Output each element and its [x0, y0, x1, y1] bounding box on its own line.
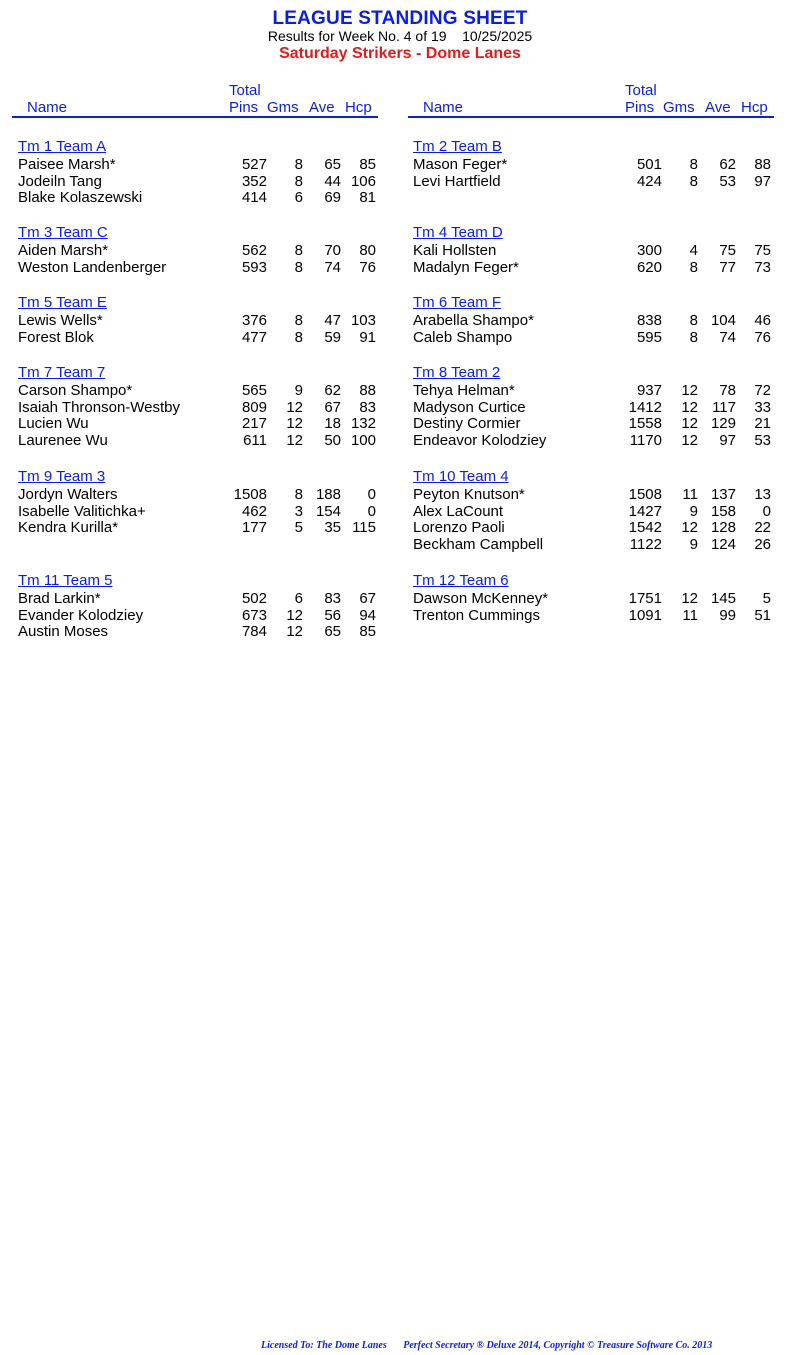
- bowler-name: Dawson McKenney*: [413, 590, 549, 607]
- col-ave-label: Ave: [309, 99, 335, 116]
- bowler-average: 124: [710, 535, 736, 553]
- team-name-link[interactable]: Tm 7 Team 7: [18, 364, 106, 381]
- team-name-link[interactable]: Tm 4 Team D: [413, 224, 503, 241]
- team-name-link[interactable]: Tm 11 Team 5: [18, 572, 113, 589]
- bowler-games: 8: [294, 258, 303, 276]
- bowler-name: Aiden Marsh*: [18, 242, 109, 259]
- bowler-handicap: 85: [359, 156, 376, 173]
- bowler-handicap: 0: [367, 486, 376, 503]
- bowler-games: 12: [681, 519, 698, 537]
- bowler-handicap: 132: [350, 415, 376, 433]
- bowler-pins: 1558: [628, 415, 662, 433]
- bowler-average: 75: [719, 242, 736, 259]
- bowler-games: 8: [294, 156, 303, 173]
- column-header-right: [414, 82, 782, 118]
- team-block: [18, 364, 378, 449]
- bowler-name: Austin Moses: [18, 623, 109, 641]
- sheet-title: LEAGUE STANDING SHEET: [272, 8, 528, 29]
- bowler-average: 129: [710, 415, 736, 433]
- bowler-name: Mason Feger*: [413, 156, 508, 173]
- bowler-average: 154: [315, 502, 341, 520]
- bowler-pins: 784: [241, 623, 267, 641]
- team-block: [18, 468, 378, 537]
- bowler-average: 99: [719, 606, 736, 624]
- bowler-row: [413, 433, 773, 450]
- bowler-handicap: 53: [754, 431, 771, 449]
- bowler-row: [413, 537, 773, 554]
- bowler-average: 53: [719, 172, 736, 190]
- bowler-name: Evander Kolodziey: [18, 606, 144, 624]
- bowler-row: [18, 433, 378, 450]
- bowler-pins: 565: [241, 382, 267, 399]
- bowler-pins: 1122: [629, 535, 662, 553]
- league-name: Saturday Strikers - Dome Lanes: [279, 45, 521, 62]
- col-name-label: Name: [423, 99, 464, 116]
- col-total-label: Total: [625, 82, 657, 99]
- bowler-name: Lorenzo Paoli: [413, 519, 505, 537]
- bowler-handicap: 91: [359, 328, 376, 346]
- bowler-handicap: 106: [350, 172, 376, 190]
- bowler-list: [18, 591, 378, 641]
- footer: [261, 1340, 726, 1351]
- footer-copyright: Perfect Secretary ® Deluxe 2014, Copyright © Treasure Software Co. 2013: [403, 1340, 713, 1351]
- bowler-name: Alex LaCount: [413, 502, 504, 520]
- team-block: [413, 468, 773, 553]
- bowler-games: 8: [689, 312, 698, 329]
- bowler-games: 12: [286, 415, 303, 433]
- bowler-handicap: 26: [754, 535, 771, 553]
- bowler-list: [413, 383, 773, 449]
- bowler-pins: 376: [241, 312, 267, 329]
- bowler-name: Endeavor Kolodziey: [413, 431, 547, 449]
- bowler-row: [18, 174, 378, 191]
- bowler-name: Tehya Helman*: [413, 382, 515, 399]
- bowler-average: 65: [324, 623, 341, 641]
- bowler-handicap: 5: [762, 590, 771, 607]
- bowler-name: Jodeiln Tang: [18, 172, 102, 190]
- bowler-pins: 611: [243, 431, 267, 449]
- bowler-handicap: 88: [754, 156, 771, 173]
- bowler-list: [18, 243, 378, 276]
- bowler-name: Paisee Marsh*: [18, 156, 116, 173]
- bowler-name: Lewis Wells*: [18, 312, 103, 329]
- bowler-pins: 501: [636, 156, 662, 173]
- bowler-average: 97: [719, 431, 736, 449]
- bowler-row: [413, 260, 773, 277]
- bowler-list: [413, 487, 773, 553]
- bowler-handicap: 103: [350, 312, 376, 329]
- bowler-list: [18, 383, 378, 449]
- col-ave-label: Ave: [705, 99, 731, 116]
- bowler-pins: 593: [241, 258, 267, 276]
- bowler-row: [18, 243, 378, 260]
- bowler-games: 12: [681, 415, 698, 433]
- bowler-pins: 527: [241, 156, 267, 173]
- team-block: [413, 364, 773, 449]
- bowler-name: Weston Landenberger: [18, 258, 167, 276]
- bowler-row: [18, 400, 378, 417]
- bowler-name: Destiny Cormier: [413, 415, 521, 433]
- bowler-handicap: 85: [359, 623, 376, 641]
- bowler-games: 9: [689, 535, 698, 553]
- bowler-name: Caleb Shampo: [413, 328, 513, 346]
- team-name-link[interactable]: Tm 6 Team F: [413, 294, 502, 311]
- header-rule: [408, 116, 774, 118]
- team-name-link[interactable]: Tm 10 Team 4: [413, 468, 509, 485]
- bowler-games: 6: [294, 189, 303, 207]
- bowler-games: 12: [681, 431, 698, 449]
- bowler-handicap: 46: [754, 312, 771, 329]
- bowler-name: Arabella Shampo*: [413, 312, 534, 329]
- team-name-link[interactable]: Tm 9 Team 3: [18, 468, 106, 485]
- bowler-games: 12: [286, 398, 303, 416]
- bowler-average: 67: [324, 398, 341, 416]
- bowler-average: 145: [710, 590, 736, 607]
- footer-license: Licensed To: The Dome Lanes: [261, 1340, 387, 1351]
- bowler-row: [18, 504, 378, 521]
- bowler-pins: 502: [241, 590, 267, 607]
- bowler-games: 11: [682, 606, 698, 624]
- bowler-games: 5: [294, 519, 303, 537]
- bowler-pins: 424: [636, 172, 662, 190]
- bowler-row: [413, 330, 773, 347]
- bowler-games: 12: [681, 382, 698, 399]
- bowler-name: Trenton Cummings: [413, 606, 540, 624]
- bowler-name: Jordyn Walters: [18, 486, 118, 503]
- bowler-handicap: 73: [754, 258, 771, 276]
- bowler-pins: 809: [241, 398, 267, 416]
- bowler-games: 12: [286, 431, 303, 449]
- bowler-games: 8: [689, 258, 698, 276]
- bowler-games: 8: [294, 328, 303, 346]
- bowler-handicap: 0: [762, 502, 771, 520]
- bowler-pins: 217: [241, 415, 267, 433]
- bowler-average: 69: [324, 189, 341, 207]
- col-pins-label: Pins: [625, 99, 655, 116]
- bowler-name: Kendra Kurilla*: [18, 519, 119, 537]
- bowler-row: [18, 190, 378, 207]
- team-block: [413, 138, 773, 190]
- column-header-left: [18, 82, 386, 118]
- bowler-pins: 1508: [233, 486, 267, 503]
- bowler-average: 83: [324, 590, 341, 607]
- team-block: [18, 138, 378, 207]
- bowler-games: 9: [294, 382, 303, 399]
- bowler-pins: 562: [241, 242, 267, 259]
- team-name-link[interactable]: Tm 3 Team C: [18, 224, 108, 241]
- col-name-label: Name: [27, 99, 68, 116]
- bowler-handicap: 51: [754, 606, 771, 624]
- bowler-row: [413, 400, 773, 417]
- bowler-pins: 1091: [628, 606, 662, 624]
- bowler-handicap: 33: [754, 398, 771, 416]
- bowler-name: Isaiah Thronson-Westby: [18, 398, 181, 416]
- bowler-list: [18, 157, 378, 207]
- bowler-row: [18, 416, 378, 433]
- bowler-row: [18, 260, 378, 277]
- bowler-average: 47: [324, 312, 341, 329]
- bowler-list: [18, 487, 378, 537]
- bowler-pins: 300: [636, 242, 662, 259]
- bowler-row: [413, 157, 773, 174]
- col-hcp-label: Hcp: [345, 99, 372, 116]
- bowler-games: 3: [294, 502, 303, 520]
- bowler-games: 8: [689, 172, 698, 190]
- bowler-row: [413, 383, 773, 400]
- team-block: [18, 572, 378, 641]
- bowler-row: [413, 487, 773, 504]
- bowler-handicap: 67: [359, 590, 376, 607]
- team-block: [18, 294, 378, 346]
- bowler-average: 70: [324, 242, 341, 259]
- bowler-pins: 477: [241, 328, 267, 346]
- bowler-handicap: 21: [754, 415, 771, 433]
- bowler-name: Beckham Campbell: [413, 535, 544, 553]
- bowler-average: 56: [324, 606, 341, 624]
- bowler-average: 35: [324, 519, 341, 537]
- bowler-row: [18, 520, 378, 537]
- bowler-average: 62: [719, 156, 736, 173]
- bowler-row: [18, 624, 378, 641]
- bowler-row: [413, 313, 773, 330]
- bowler-pins: 1542: [628, 519, 662, 537]
- week-subtitle: Results for Week No. 4 of 19 10/25/2025: [267, 28, 533, 44]
- bowler-pins: 595: [636, 328, 662, 346]
- bowler-average: 18: [324, 415, 341, 433]
- bowler-average: 158: [710, 502, 736, 520]
- bowler-games: 9: [689, 502, 698, 520]
- bowler-name: Madalyn Feger*: [413, 258, 519, 276]
- bowler-handicap: 0: [367, 502, 376, 520]
- bowler-row: [413, 504, 773, 521]
- bowler-games: 12: [681, 398, 698, 416]
- bowler-list: [413, 591, 773, 624]
- bowler-handicap: 22: [754, 519, 771, 537]
- bowler-row: [18, 591, 378, 608]
- team-name-link[interactable]: Tm 12 Team 6: [413, 572, 509, 589]
- bowler-games: 12: [286, 606, 303, 624]
- bowler-pins: 177: [241, 519, 267, 537]
- bowler-name: Laurenee Wu: [18, 431, 108, 449]
- bowler-row: [413, 416, 773, 433]
- bowler-games: 8: [689, 156, 698, 173]
- col-gms-label: Gms: [267, 99, 299, 116]
- bowler-average: 62: [324, 382, 341, 399]
- bowler-handicap: 76: [359, 258, 376, 276]
- bowler-pins: 673: [241, 606, 267, 624]
- bowler-row: [18, 313, 378, 330]
- team-block: [413, 572, 773, 624]
- bowler-handicap: 94: [359, 606, 376, 624]
- bowler-row: [18, 157, 378, 174]
- bowler-handicap: 88: [359, 382, 376, 399]
- bowler-handicap: 76: [754, 328, 771, 346]
- bowler-pins: 1508: [628, 486, 662, 503]
- bowler-row: [18, 330, 378, 347]
- bowler-name: Blake Kolaszewski: [18, 189, 143, 207]
- bowler-handicap: 115: [352, 519, 376, 537]
- bowler-average: 50: [324, 431, 341, 449]
- bowler-row: [413, 520, 773, 537]
- bowler-name: Lucien Wu: [18, 415, 89, 433]
- col-pins-label: Pins: [229, 99, 259, 116]
- bowler-games: 8: [294, 242, 303, 259]
- bowler-handicap: 75: [754, 242, 771, 259]
- team-block: [413, 294, 773, 346]
- bowler-pins: 352: [241, 172, 267, 190]
- bowler-handicap: 100: [350, 431, 376, 449]
- bowler-average: 77: [719, 258, 736, 276]
- team-name-link[interactable]: Tm 1 Team A: [18, 138, 107, 155]
- bowler-row: [413, 174, 773, 191]
- bowler-games: 12: [681, 590, 698, 607]
- bowler-name: Brad Larkin*: [18, 590, 101, 607]
- bowler-games: 8: [689, 328, 698, 346]
- bowler-handicap: 13: [754, 486, 771, 503]
- header-rule: [12, 116, 378, 118]
- bowler-list: [413, 313, 773, 346]
- bowler-games: 6: [294, 590, 303, 607]
- bowler-pins: 620: [636, 258, 662, 276]
- col-total-label: Total: [229, 82, 261, 99]
- bowler-list: [18, 313, 378, 346]
- bowler-pins: 462: [241, 502, 267, 520]
- bowler-row: [413, 591, 773, 608]
- bowler-pins: 1427: [628, 502, 662, 520]
- bowler-pins: 838: [636, 312, 662, 329]
- bowler-average: 104: [710, 312, 736, 329]
- bowler-pins: 414: [241, 189, 267, 207]
- bowler-name: Peyton Knutson*: [413, 486, 525, 503]
- bowler-list: [413, 157, 773, 190]
- bowler-list: [413, 243, 773, 276]
- bowler-games: 4: [689, 242, 698, 259]
- bowler-row: [413, 243, 773, 260]
- team-block: [413, 224, 773, 276]
- bowler-games: 11: [682, 486, 698, 503]
- bowler-handicap: 81: [359, 189, 376, 207]
- bowler-row: [18, 383, 378, 400]
- bowler-pins: 1751: [628, 590, 662, 607]
- bowler-average: 59: [324, 328, 341, 346]
- team-name-link[interactable]: Tm 8 Team 2: [413, 364, 501, 381]
- bowler-pins: 937: [636, 382, 662, 399]
- bowler-handicap: 97: [754, 172, 771, 190]
- col-gms-label: Gms: [663, 99, 695, 116]
- team-name-link[interactable]: Tm 5 Team E: [18, 294, 107, 311]
- bowler-name: Isabelle Valitichka+: [18, 502, 146, 520]
- bowler-handicap: 72: [754, 382, 771, 399]
- bowler-average: 65: [324, 156, 341, 173]
- bowler-average: 117: [712, 398, 736, 416]
- bowler-handicap: 83: [359, 398, 376, 416]
- team-block: [18, 224, 378, 276]
- bowler-games: 12: [286, 623, 303, 641]
- bowler-name: Forest Blok: [18, 328, 94, 346]
- bowler-average: 128: [710, 519, 736, 537]
- bowler-name: Kali Hollsten: [413, 242, 497, 259]
- bowler-games: 8: [294, 312, 303, 329]
- bowler-name: Levi Hartfield: [413, 172, 501, 190]
- team-name-link[interactable]: Tm 2 Team B: [413, 138, 502, 155]
- bowler-name: Madyson Curtice: [413, 398, 526, 416]
- bowler-games: 8: [294, 172, 303, 190]
- bowler-row: [18, 608, 378, 625]
- bowler-pins: 1170: [629, 431, 662, 449]
- bowler-average: 137: [710, 486, 736, 503]
- bowler-name: Carson Shampo*: [18, 382, 133, 399]
- col-hcp-label: Hcp: [741, 99, 768, 116]
- bowler-average: 78: [719, 382, 736, 399]
- bowler-games: 8: [294, 486, 303, 503]
- bowler-average: 188: [315, 486, 341, 503]
- bowler-average: 74: [719, 328, 736, 346]
- bowler-average: 74: [324, 258, 341, 276]
- bowler-row: [413, 608, 773, 625]
- bowler-handicap: 80: [359, 242, 376, 259]
- bowler-row: [18, 487, 378, 504]
- bowler-pins: 1412: [628, 398, 662, 416]
- bowler-average: 44: [324, 172, 341, 190]
